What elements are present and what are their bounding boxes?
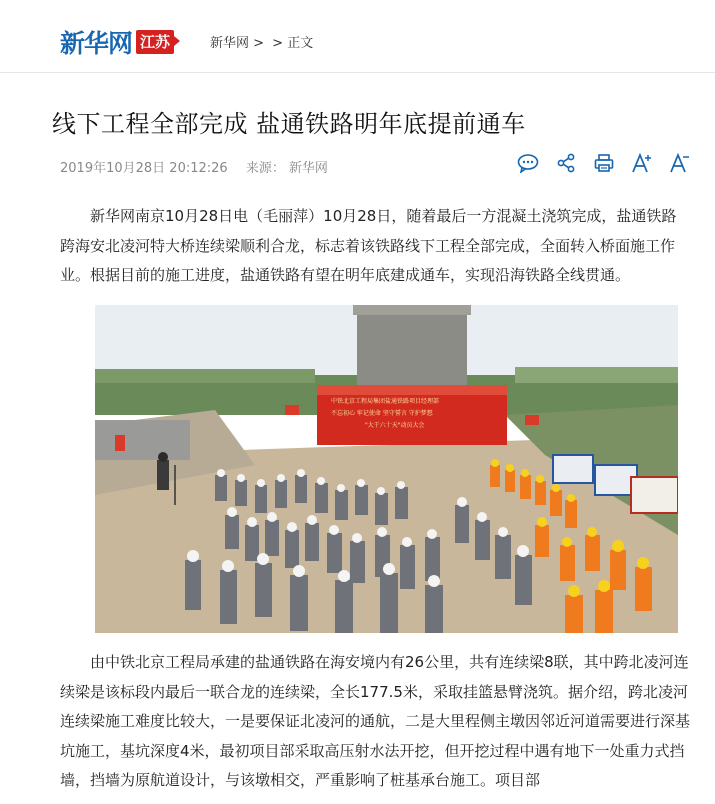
photo-slogan-text: 不忘初心 牢记使命 坚守誓言 守护梦想 <box>331 410 433 417</box>
comment-icon[interactable] <box>517 152 539 174</box>
share-icon[interactable] <box>555 152 577 174</box>
photo-banner-text: 中铁北京工程局集团盐通铁路项目经理部 <box>331 398 440 405</box>
article-title: 线下工程全部完成 盐通铁路明年底提前通车 <box>52 110 526 138</box>
article-toolbar <box>501 152 691 174</box>
print-icon[interactable] <box>593 152 615 174</box>
breadcrumb-home[interactable]: 新华网 > <box>210 36 265 51</box>
article-paragraph: 由中铁北京工程局承建的盐通铁路在海安境内有26公里，共有连续梁8联，其中跨北凌河连续梁是该标段内最后一联合龙的连续梁，全长177.5米，采取挂篮悬臂浇筑。据介绍，跨北凌河连续梁施工难度比较大，一是要保证北凌河的通航，二是大里程侧主墩因邻近河道需要进行深基坑施工，基坑深度4米，最初项目部采取高压射水法开挖，但开挖过程中遇有地下一处重力式挡墙，挡墙为原航道设计，与该墩相交，严重影响了桩基承台施工。项目部 <box>60 653 691 789</box>
publish-datetime: 2019年10月28日 20:12:26 <box>60 161 228 176</box>
logo-region-tag: 江苏 <box>136 30 174 54</box>
article-paragraph: 新华网南京10月28日电（毛丽萍）10月28日，随着最后一方混凝土浇筑完成，盐通铁路跨海安北凌河特大桥连续梁顺利合龙，标志着该铁路线下工程全部完成，全面转入桥面施工作业。根据目前的施工进度，盐通铁路有望在明年底建成通车，实现沿海铁路全线贯通。 <box>60 207 677 284</box>
site-logo[interactable] <box>60 24 174 60</box>
photo-event-text: "大干六十天"动员大会 <box>365 422 425 429</box>
breadcrumb-current: > 正文 <box>268 36 314 51</box>
font-decrease-icon[interactable] <box>669 152 691 174</box>
source-label: 来源： 新华网 <box>245 161 328 176</box>
article-meta <box>60 157 342 176</box>
breadcrumb <box>210 32 317 51</box>
site-header <box>0 0 715 73</box>
font-increase-icon[interactable] <box>631 152 653 174</box>
source-name: 新华网 <box>288 161 328 176</box>
article-photo <box>95 305 678 633</box>
logo-text: 新华网 <box>60 29 133 58</box>
